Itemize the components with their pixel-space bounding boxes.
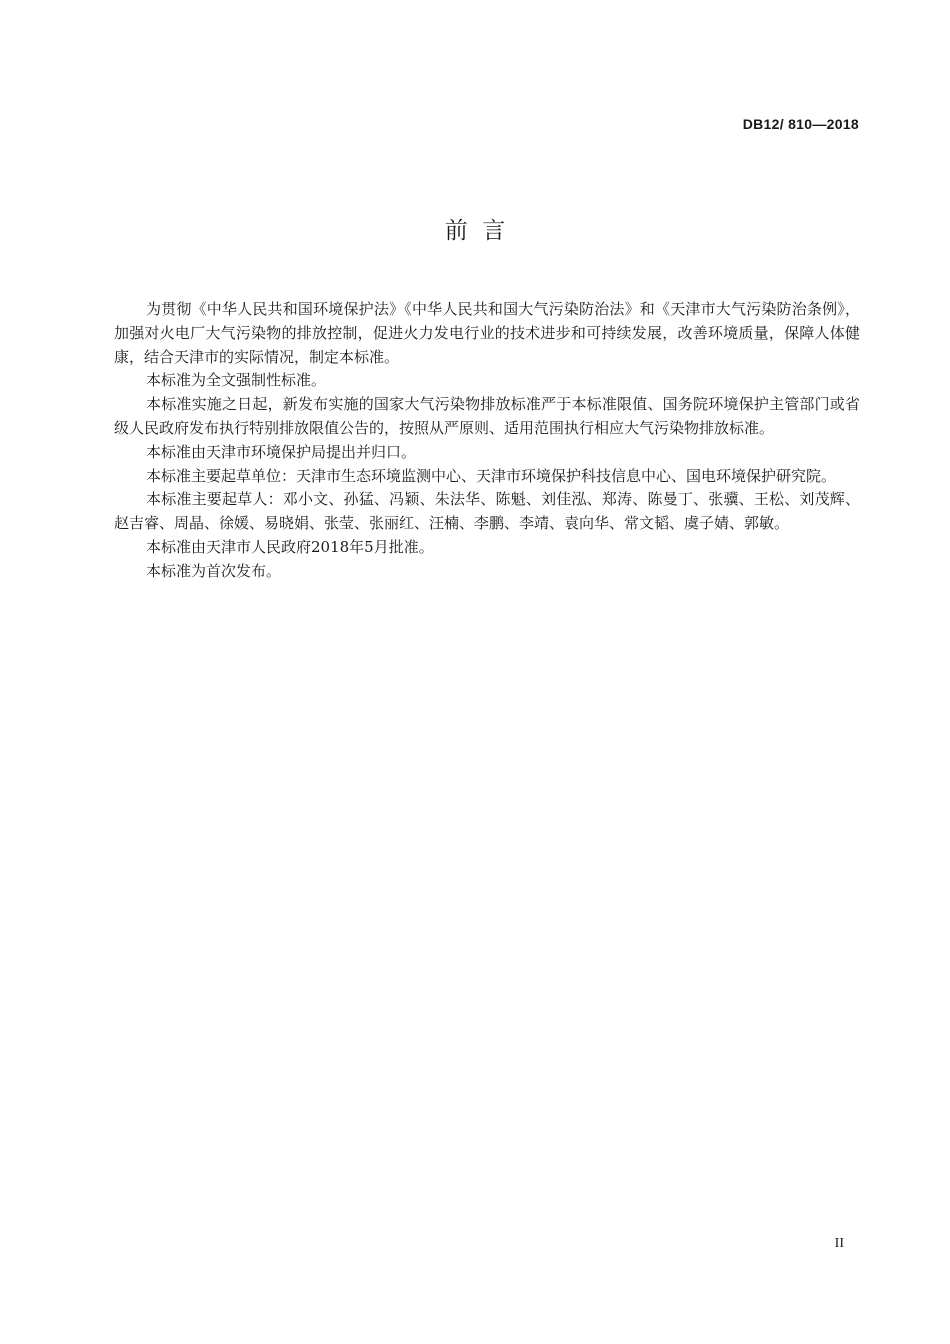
paragraph-drafting-units: 本标准主要起草单位：天津市生态环境监测中心、天津市环境保护科技信息中心、国电环境保护研究院。 <box>146 466 837 485</box>
paragraph-proposer: 本标准由天津市环境保护局提出并归口。 <box>146 442 417 461</box>
paragraph-implementation: 本标准实施之日起，新发布实施的国家大气污染物排放标准严于本标准限值、国务院环境保护主管部门或省级人民政府发布执行特别排放限值公告的，按照从严原则、适用范围执行相应大气污染物排放标准。 <box>114 395 860 437</box>
page-number: II <box>834 1236 844 1251</box>
paragraph-purpose: 为贯彻《中华人民共和国环境保护法》《中华人民共和国大气污染防治法》和《天津市大气污染防治条例》，加强对火电厂大气污染物的排放控制，促进火力发电行业的技术进步和可持续发展，改善环境质量，保障人体健康，结合天津市的实际情况，制定本标准。 <box>114 300 860 366</box>
paragraph-approval: 本标准由天津市人民政府2018年5月批准。 <box>146 537 434 556</box>
foreword-body <box>114 298 860 584</box>
page-title: 前 言 <box>444 218 506 244</box>
paragraph-drafters: 本标准主要起草人：邓小文、孙猛、冯颖、朱法华、陈魁、刘佳泓、郑涛、陈曼丁、张骥、王松、刘茂辉、赵吉睿、周晶、徐媛、易晓娟、张莹、张丽红、汪楠、李鹏、李靖、袁向华、常文韬、虞子婧、郭敏。 <box>114 490 860 533</box>
paragraph-first-release: 本标准为首次发布。 <box>146 561 282 580</box>
paragraph-mandatory: 本标准为全文强制性标准。 <box>146 371 327 390</box>
document-code: DB12/ 810—2018 <box>742 116 859 132</box>
